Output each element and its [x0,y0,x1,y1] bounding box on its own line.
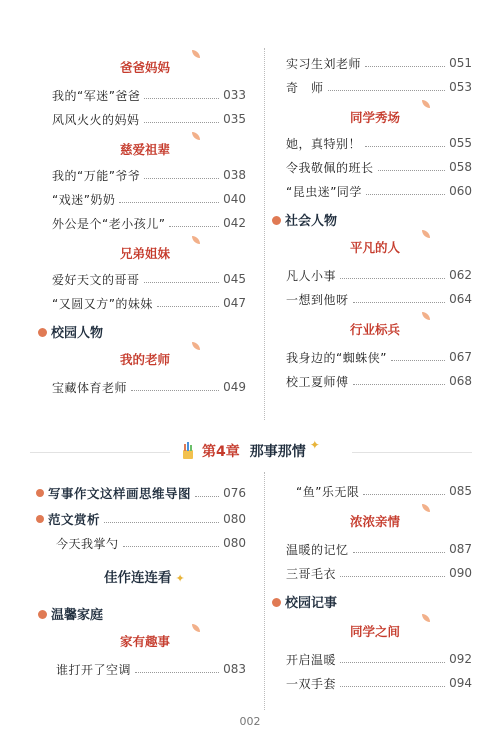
leaf-icon [422,100,430,108]
leader-dots [144,98,219,99]
toc-entry[interactable] [286,158,472,176]
leader-dots [365,146,445,147]
toc-entry[interactable] [36,510,246,528]
toc-entry[interactable] [52,110,246,128]
dot-icon [36,515,44,523]
toc-entry[interactable] [56,660,246,678]
leader-dots [391,360,445,361]
subsection-heading: 平凡的人 [330,238,420,256]
entry-page: 033 [223,88,246,102]
leaf-icon [192,342,200,350]
entry-title: 外公是个“老小孩儿” [52,216,166,231]
toc-entry[interactable] [286,182,472,200]
entry-title: 实习生刘老师 [286,56,362,71]
entry-page: 068 [449,374,472,388]
leaf-icon [192,236,200,244]
toc-entry[interactable] [286,266,472,284]
entry-title: 今天我掌勺 [56,536,119,551]
toc-entry[interactable] [286,348,472,366]
leaf-icon [422,614,430,622]
entry-title: 我的“军迷”爸爸 [52,88,141,103]
dot-icon [36,489,44,497]
entry-page: 076 [223,486,246,500]
entry-title: 奇 师 [286,80,324,95]
entry-title: 我的“万能”爷爷 [52,168,141,183]
subsection-heading: 浓浓亲情 [330,512,420,530]
chapter-number: 第4章 [202,444,240,460]
section-heading: 校园记事 [272,592,337,611]
chapter-title [180,440,350,462]
leader-dots [144,178,219,179]
toc-entry[interactable] [286,372,472,390]
entry-page: 055 [449,136,472,150]
entry-page: 035 [223,112,246,126]
section-heading: 校园人物 [38,322,103,341]
toc-entry[interactable] [52,270,246,288]
leader-dots [144,282,220,283]
subsection-heading: 同学秀场 [330,108,420,126]
pencil-cup-icon [180,442,196,460]
subsection-heading: 兄弟姐妹 [100,244,190,262]
leader-dots [340,278,445,279]
toc-entry[interactable] [52,166,246,184]
entry-page: 085 [449,484,472,498]
leader-dots [169,226,219,227]
dot-icon [272,598,281,607]
toc-entry[interactable] [52,378,246,396]
toc-entry[interactable] [36,484,246,502]
entry-page: 067 [449,350,472,364]
dot-icon [38,328,47,337]
entry-title: 开启温暖 [286,652,337,667]
entry-page: 047 [223,296,246,310]
entry-page: 083 [223,662,246,676]
entry-title: 凡人小事 [286,268,337,283]
leader-dots [340,662,445,663]
leader-dots [157,306,219,307]
dot-icon [38,610,47,619]
leader-dots [328,90,446,91]
leader-dots [104,522,219,523]
entry-page: 051 [449,56,472,70]
entry-title: 写事作文这样画思维导图 [48,486,192,501]
entry-page: 060 [449,184,472,198]
subsection-heading: 爸爸妈妈 [100,58,190,76]
leaf-icon [422,504,430,512]
subsection-heading: 慈爱祖辈 [100,140,190,158]
entry-title: 风风火火的妈妈 [52,112,140,127]
entry-title: “戏迷”奶奶 [52,192,116,207]
toc-entry[interactable] [286,54,472,72]
entry-page: 042 [223,216,246,230]
toc-entry[interactable] [286,650,472,668]
entry-title: 宝藏体育老师 [52,380,128,395]
leader-dots [340,686,445,687]
leader-dots [195,496,219,497]
entry-page: 062 [449,268,472,282]
leaf-icon [192,50,200,58]
subsection-heading: 同学之间 [330,622,420,640]
leaf-icon [192,132,200,140]
entry-page: 080 [223,536,246,550]
leaf-icon [422,230,430,238]
toc-entry[interactable] [286,674,472,692]
leader-dots [144,122,220,123]
entry-title: 我身边的“蜘蛛侠” [286,350,387,365]
entry-title: 爱好天文的哥哥 [52,272,140,287]
leader-dots [340,576,445,577]
sparkle-icon: ✦ [309,438,320,452]
section-heading: 温馨家庭 [38,604,103,623]
toc-entry[interactable] [286,564,472,582]
leaf-icon [422,312,430,320]
leader-dots [366,194,445,195]
leader-dots [353,302,446,303]
toc-entry[interactable] [56,534,246,552]
chapter-rule [30,452,170,453]
toc-entry[interactable] [52,190,246,208]
toc-entry[interactable] [286,78,472,96]
leaf-icon [192,624,200,632]
entry-page: 090 [449,566,472,580]
chapter-rule [352,452,472,453]
leader-dots [365,66,445,67]
entry-title: 三哥毛衣 [286,566,337,581]
subsection-heading: 家有趣事 [100,632,190,650]
toc-entry[interactable] [52,86,246,104]
column-divider [264,472,265,710]
entry-title: 校工夏师傅 [286,374,349,389]
entry-title: 一想到他呀 [286,292,349,307]
entry-page: 092 [449,652,472,666]
entry-title: 她，真特别！ [286,136,362,151]
entry-title: 令我敬佩的班长 [286,160,374,175]
page-number: 002 [239,715,261,728]
toc-entry[interactable] [52,294,246,312]
sparkle-icon: ✦ [175,572,185,585]
entry-title: 谁打开了空调 [56,662,132,677]
entry-title: 一双手套 [286,676,337,691]
entry-title: “鱼”乐无限 [296,484,360,499]
leader-dots [119,202,219,203]
entry-page: 080 [223,512,246,526]
leader-dots [135,672,219,673]
entry-page: 087 [449,542,472,556]
entry-page: 053 [449,80,472,94]
subsection-heading: 我的老师 [100,350,190,368]
leader-dots [378,170,446,171]
entry-title: 温暖的记忆 [286,542,349,557]
section-heading: 社会人物 [272,210,337,229]
column-divider [264,48,265,420]
featured-heading: 佳作连连看 ✦ [104,570,185,586]
toc-entry[interactable] [52,214,246,232]
leader-dots [353,552,446,553]
entry-title: “昆虫迷”同学 [286,184,362,199]
entry-page: 094 [449,676,472,690]
leader-dots [131,390,219,391]
toc-entry[interactable] [286,290,472,308]
entry-page: 058 [449,160,472,174]
leader-dots [363,494,445,495]
entry-title: “又圆又方”的妹妹 [52,296,153,311]
entry-page: 045 [223,272,246,286]
entry-page: 040 [223,192,246,206]
leader-dots [123,546,220,547]
entry-title: 范文赏析 [48,512,101,527]
toc-entry[interactable] [286,134,472,152]
entry-page: 064 [449,292,472,306]
toc-entry[interactable] [286,540,472,558]
subsection-heading: 行业标兵 [330,320,420,338]
toc-entry[interactable] [296,482,472,500]
entry-page: 049 [223,380,246,394]
dot-icon [272,216,281,225]
entry-page: 038 [223,168,246,182]
chapter-name: 那事那情 [249,444,306,460]
leader-dots [353,384,446,385]
